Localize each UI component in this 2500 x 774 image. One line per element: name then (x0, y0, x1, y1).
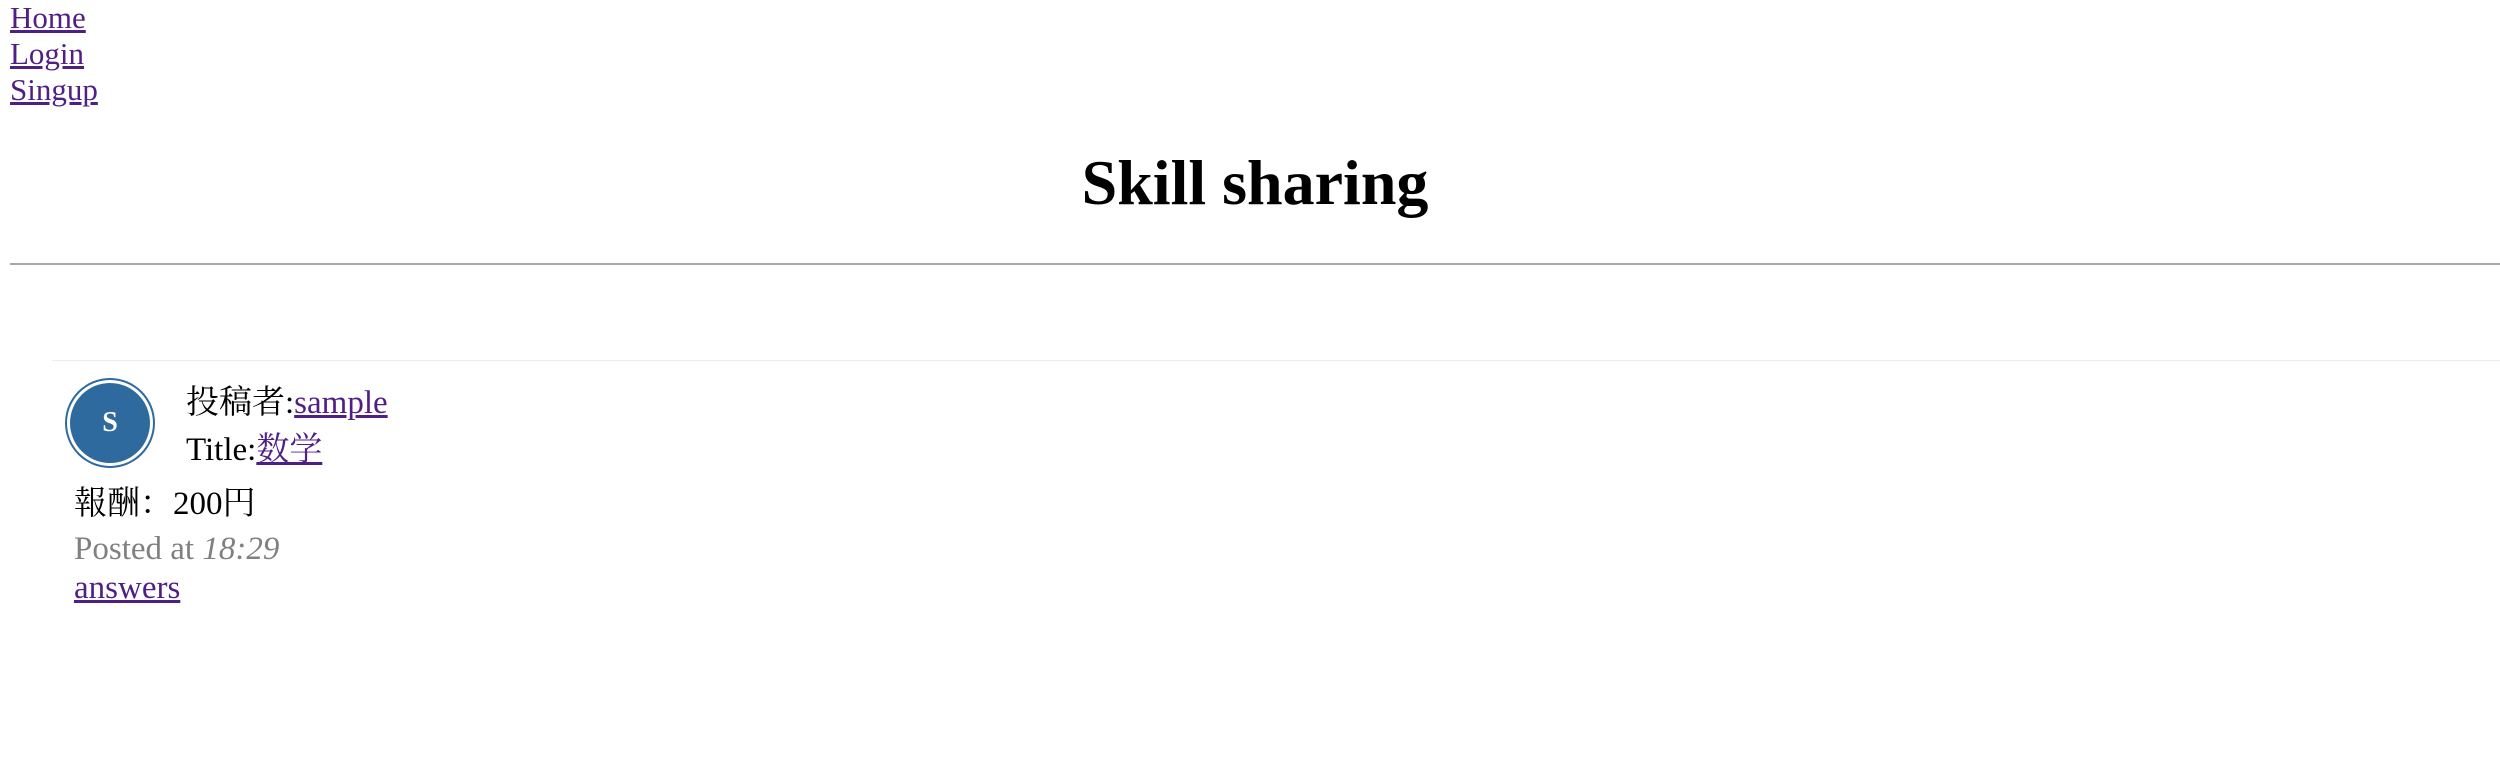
author-label: 投稿者: (186, 385, 295, 421)
author-row (186, 380, 388, 427)
header-divider (10, 263, 2500, 265)
nav-home-link[interactable]: Home (10, 0, 86, 35)
posted-time: 18:29 (202, 531, 280, 567)
posted-at (74, 528, 279, 570)
avatar (70, 383, 150, 463)
page-title: Skill sharing (1081, 147, 1429, 218)
nav-login-link[interactable]: Login (10, 36, 85, 71)
posted-label: Posted at (74, 531, 203, 567)
title-row (186, 427, 388, 474)
reward-value: 200円 (173, 486, 256, 522)
top-nav (10, 0, 98, 108)
post-divider (52, 360, 2500, 361)
post-title-link[interactable]: 数学 (256, 432, 323, 468)
author-link[interactable]: sample (294, 385, 388, 421)
title-label: Title: (186, 432, 257, 468)
post-meta (186, 380, 388, 474)
post-body (74, 480, 279, 606)
answers-link[interactable]: answers (74, 570, 181, 606)
reward-label: 報酬： (74, 486, 173, 522)
avatar-letter: S (102, 407, 118, 438)
nav-signup-link[interactable]: Singup (10, 72, 98, 107)
reward-row (74, 480, 279, 528)
